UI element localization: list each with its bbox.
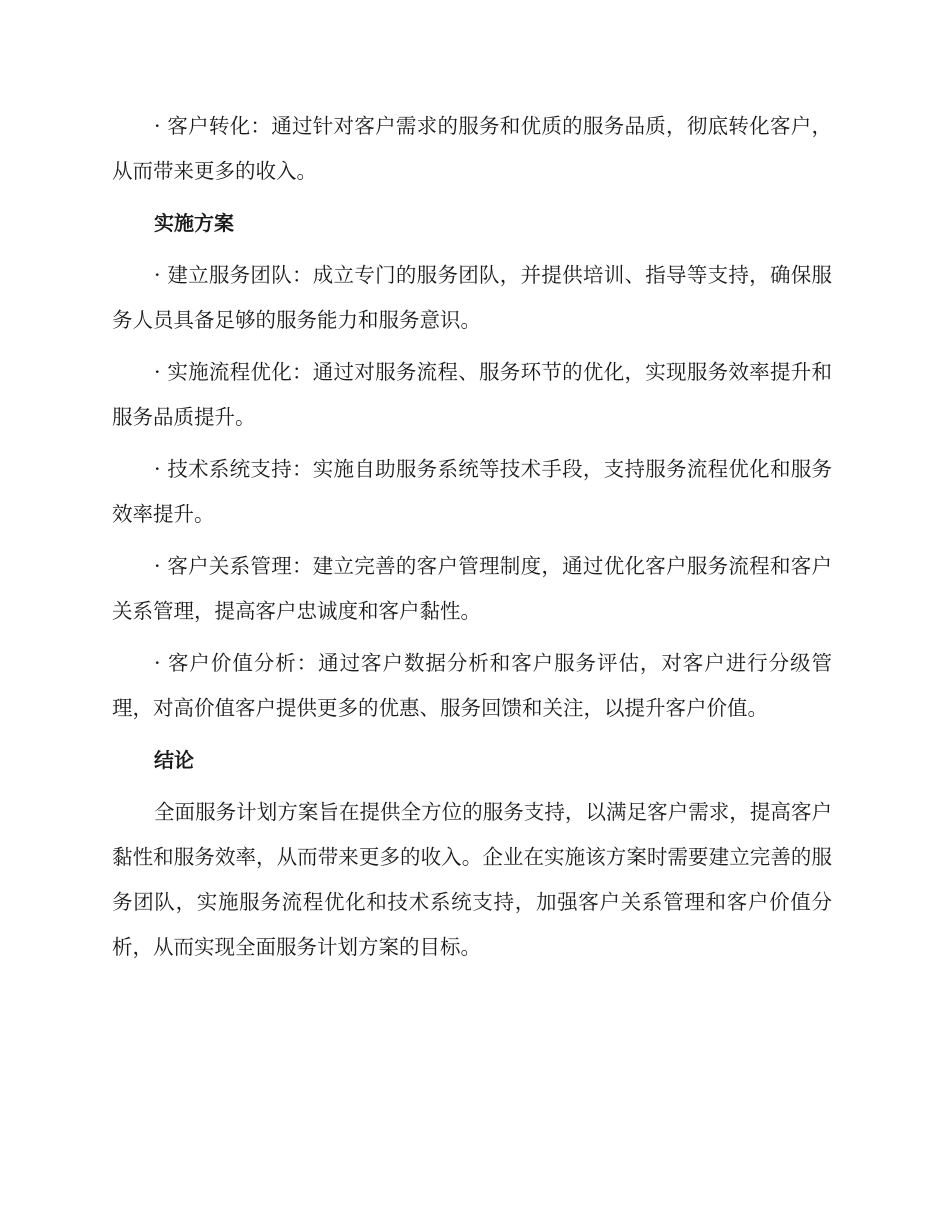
document-body <box>112 104 832 977</box>
bullet-customer-value: · 客户价值分析：通过客户数据分析和客户服务评估，对客户进行分级管理，对高价值客户提供更多的优惠、服务回馈和关注，以提升客户价值。 <box>112 651 832 720</box>
bullet-tech-support: · 技术系统支持：实施自助服务系统等技术手段，支持服务流程优化和服务效率提升。 <box>112 457 832 526</box>
heading-implementation-plan: 实施方案 <box>154 211 234 235</box>
bullet-service-team: · 建立服务团队：成立专门的服务团队，并提供培训、指导等支持，确保服务人员具备足够的服务能力和服务意识。 <box>112 263 832 332</box>
heading-conclusion: 结论 <box>154 748 194 772</box>
conclusion-paragraph: 全面服务计划方案旨在提供全方位的服务支持，以满足客户需求，提高客户黏性和服务效率，从而带来更多的收入。企业在实施该方案时需要建立完善的服务团队，实施服务流程优化和技术系统支持，加强客户关系管理和客户价值分析，从而实现全面服务计划方案的目标。 <box>112 800 832 959</box>
bullet-crm: · 客户关系管理：建立完善的客户管理制度，通过优化客户服务流程和客户关系管理，提高客户忠诚度和客户黏性。 <box>112 554 832 623</box>
bullet-process-optimization: · 实施流程优化：通过对服务流程、服务环节的优化，实现服务效率提升和服务品质提升。 <box>112 360 832 429</box>
bullet-customer-conversion: · 客户转化：通过针对客户需求的服务和优质的服务品质，彻底转化客户，从而带来更多的收入。 <box>112 114 832 183</box>
